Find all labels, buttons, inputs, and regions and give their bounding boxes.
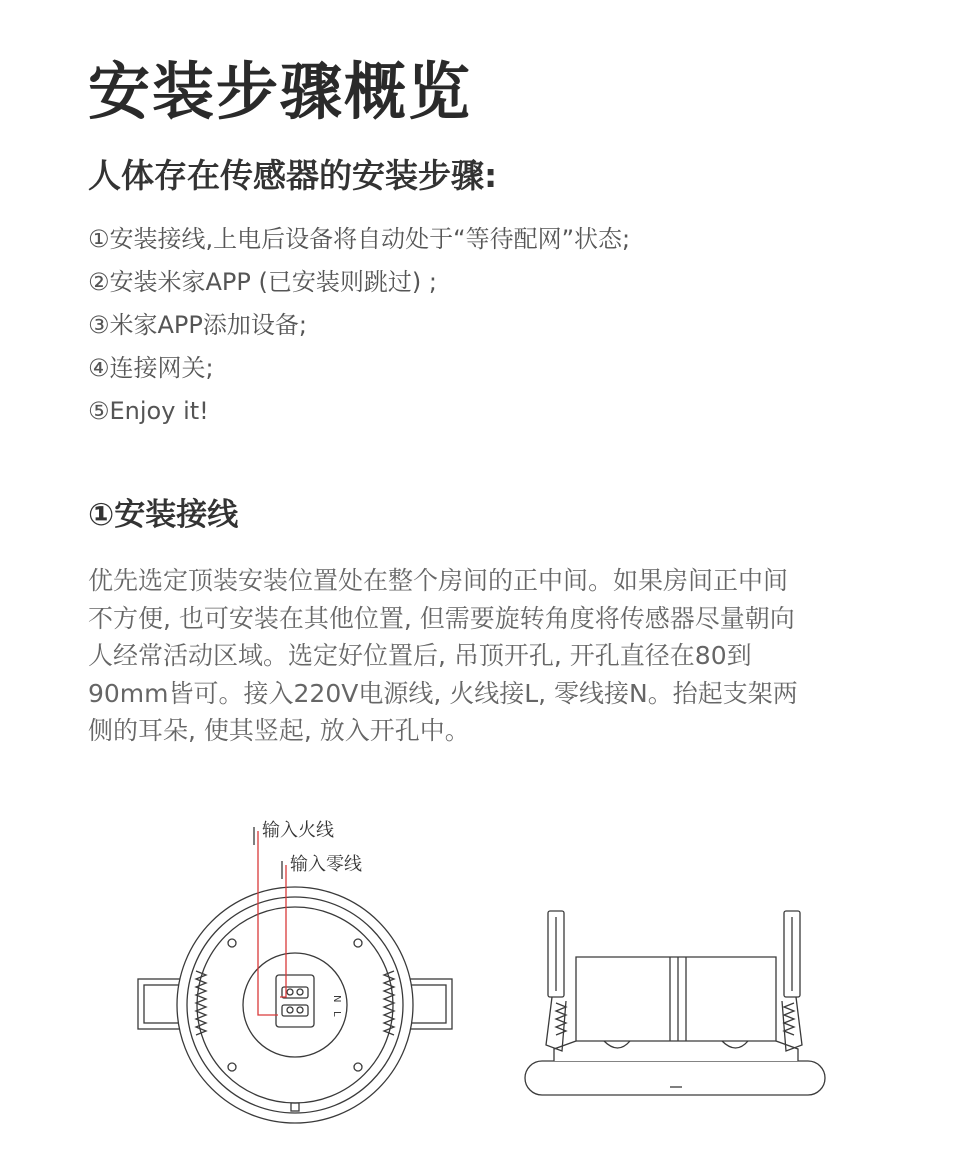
- step-item-1: ①安装接线,上电后设备将自动处于“等待配网”状态;: [88, 225, 631, 253]
- paragraph-line: 优先选定顶装安装位置处在整个房间的正中间。如果房间正中间: [88, 566, 789, 595]
- page-title: 安装步骤概览: [88, 55, 473, 128]
- sensor-front-view: [138, 887, 452, 1123]
- step-item-4: ④连接网关;: [88, 354, 214, 382]
- step-item-5: ⑤Enjoy it!: [88, 397, 209, 425]
- sensor-diagram-svg: [110, 805, 850, 1135]
- paragraph-line: 90mm皆可。接入220V电源线, 火线接L, 零线接N。抬起支架两: [88, 678, 798, 708]
- section-paragraph: [88, 562, 888, 750]
- terminal-n-label: N: [331, 995, 342, 1003]
- page-subtitle: 人体存在传感器的安装步骤:: [88, 156, 498, 195]
- paragraph-line: 不方便, 也可安装在其他位置, 但需要旋转角度将传感器尽量朝向: [88, 603, 795, 633]
- label-live-wire: 输入火线: [262, 820, 334, 841]
- paragraph-line: 侧的耳朵, 使其竖起, 放入开孔中。: [88, 716, 470, 745]
- sensor-side-view: [525, 911, 825, 1095]
- terminal-l-label: L: [331, 1011, 342, 1017]
- step-item-2: ②安装米家APP (已安装则跳过) ;: [88, 268, 437, 296]
- wiring-diagram: [110, 805, 850, 1135]
- step-item-3: ③米家APP添加设备;: [88, 311, 307, 339]
- steps-list: [88, 218, 630, 433]
- section-title: ①安装接线: [88, 497, 239, 533]
- paragraph-line: 人经常活动区域。选定好位置后, 吊顶开孔, 开孔直径在80到: [88, 641, 752, 670]
- label-neutral-wire: 输入零线: [290, 854, 362, 875]
